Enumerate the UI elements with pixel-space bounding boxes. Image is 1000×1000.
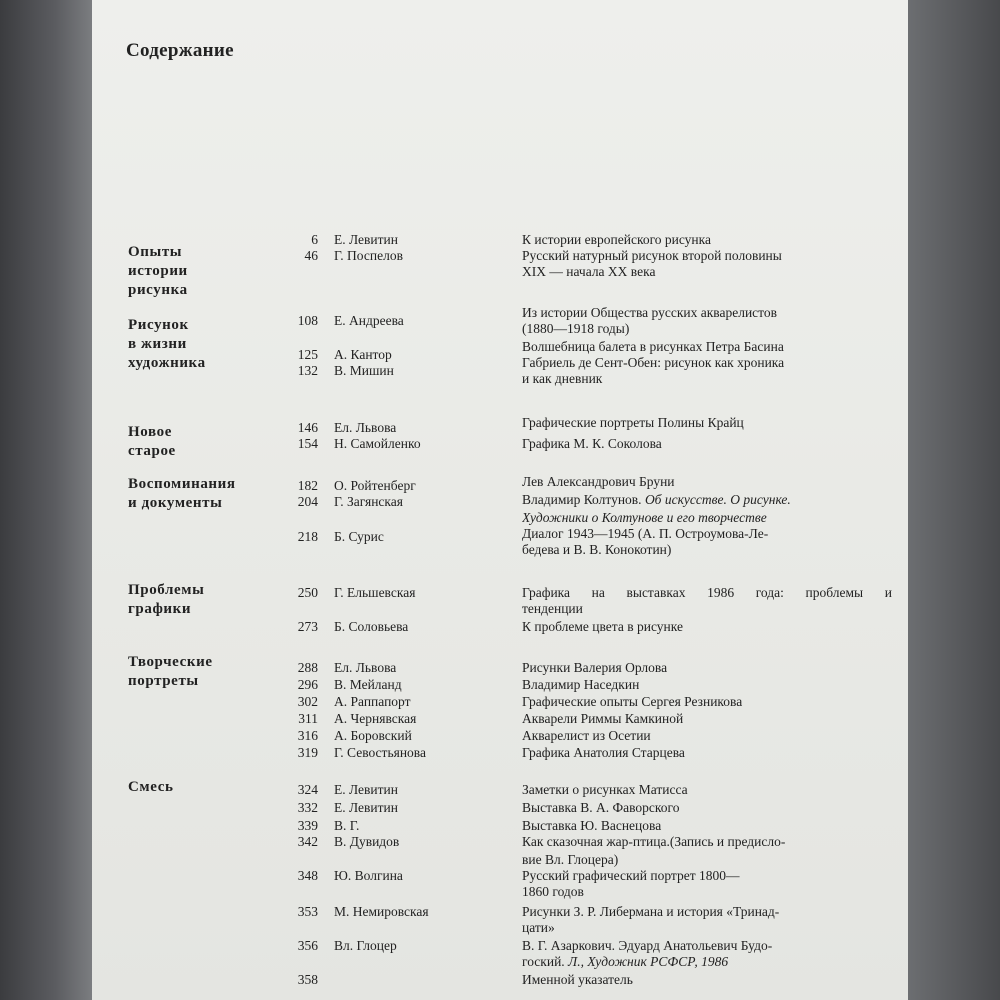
entry-title: [522, 745, 892, 761]
page-number: 132: [297, 363, 318, 378]
page-number: 332: [297, 800, 318, 815]
entry-title-text: гоский.: [522, 954, 569, 969]
page-number: 108: [297, 313, 318, 328]
entry-title-text: Диалог 1943—1945 (А. П. Остроумова-Ле-: [522, 526, 769, 541]
entry-title-text: Габриель де Сент-Обен: рисунок как хроника: [522, 355, 785, 370]
contents-entry: [92, 782, 908, 798]
entry-title-text: Выставка В. А. Фаворского: [522, 800, 680, 815]
page-title: Содержание: [126, 40, 234, 61]
contents-entry: [92, 601, 908, 617]
entry-title: [522, 800, 892, 816]
section-heading: Рисунок в жизни художника: [128, 317, 206, 371]
page-number: 146: [297, 420, 318, 435]
contents-entry: [92, 954, 908, 970]
section-heading: Творческие портреты: [128, 654, 213, 689]
section-heading: Опыты истории рисунка: [128, 244, 188, 298]
entry-title: [522, 510, 892, 526]
author-name: Б. Сурис: [334, 529, 384, 544]
author-name: Г. Севостьянова: [334, 745, 426, 760]
page-number: 6: [311, 232, 318, 247]
author-name: В. Дувидов: [334, 834, 400, 849]
author-name: О. Ройтенберг: [334, 478, 416, 493]
entry-title-italic: Художники о Колтунове и его творчестве: [522, 510, 767, 525]
entry-title-text: К проблеме цвета в рисунке: [522, 619, 683, 634]
contents-entry: [92, 660, 908, 676]
entry-title: [522, 728, 892, 744]
entry-title-text: Волшебница балета в рисунках Петра Басина: [522, 339, 784, 354]
entry-title-text: (1880—1918 годы): [522, 321, 630, 336]
page-number: 273: [297, 619, 318, 634]
entry-title: [522, 232, 892, 248]
entry-title: [522, 585, 892, 601]
entry-title-text: Графика М. К. Соколова: [522, 436, 662, 451]
entry-title: [522, 660, 892, 676]
entry-title-text: Акварелист из Осетии: [522, 728, 651, 743]
contents-entry: [92, 728, 908, 744]
entry-title-text: бедева и В. В. Конокотин): [522, 542, 672, 557]
entry-title: [522, 542, 892, 558]
entry-title-text: Графические портреты Полины Крайц: [522, 415, 744, 430]
entry-title: [522, 938, 892, 954]
entry-title: [522, 321, 892, 337]
entry-title: [522, 677, 892, 693]
entry-title-text: Рисунки З. Р. Либермана и история «Тринад-: [522, 904, 780, 919]
entry-title-text: Графика Анатолия Старцева: [522, 745, 685, 760]
entry-title-text: К истории европейского рисунка: [522, 232, 711, 247]
contents-entry: [92, 800, 908, 816]
page-number: 339: [297, 818, 318, 833]
entry-title-text: XIX — начала XX века: [522, 264, 656, 279]
entry-title: [522, 619, 892, 635]
page-number: 125: [297, 347, 318, 362]
contents-entry: [92, 904, 908, 920]
author-name: Г. Поспелов: [334, 248, 403, 263]
contents-entry: [92, 420, 908, 436]
entry-title: [522, 904, 892, 920]
page-number: 218: [297, 529, 318, 544]
author-name: Ю. Волгина: [334, 868, 403, 883]
author-name: В. Мейланд: [334, 677, 402, 692]
entry-title-text: Выставка Ю. Васнецова: [522, 818, 662, 833]
author-name: Ел. Львова: [334, 420, 397, 435]
author-name: Е. Левитин: [334, 782, 398, 797]
contents-entry: [92, 436, 908, 452]
page-number: 342: [297, 834, 318, 849]
author-name: М. Немировская: [334, 904, 429, 919]
entry-title: [522, 711, 892, 727]
entry-title-text: Акварели Риммы Камкиной: [522, 711, 684, 726]
author-name: В. Мишин: [334, 363, 394, 378]
entry-title-text: Заметки о рисунках Матисса: [522, 782, 688, 797]
book-page: [92, 0, 908, 1000]
author-name: Ел. Львова: [334, 660, 397, 675]
page-number: 182: [297, 478, 318, 493]
entry-title-text: Из истории Общества русских акварелистов: [522, 305, 778, 320]
entry-title: [522, 264, 892, 280]
scan-background-right: [908, 0, 1000, 1000]
contents-entry: [92, 920, 908, 936]
contents-entry: [92, 264, 908, 280]
entry-title: [522, 954, 892, 970]
contents-entry: [92, 972, 908, 988]
entry-title: [522, 782, 892, 798]
page-number: 154: [297, 436, 318, 451]
contents-entry: [92, 852, 908, 868]
page-number: 348: [297, 868, 318, 883]
contents-entry: [92, 677, 908, 693]
page-number: 324: [297, 782, 318, 797]
page-number: 311: [298, 711, 318, 726]
entry-title-text: тенденции: [522, 601, 583, 616]
entry-title: [522, 834, 892, 850]
entry-title-text: Русский натурный рисунок второй половины: [522, 248, 782, 263]
author-name: Г. Загянская: [334, 494, 403, 509]
contents-entry: [92, 248, 908, 264]
author-name: Вл. Глоцер: [334, 938, 397, 953]
contents-entry: [92, 321, 908, 337]
entry-title-italic: Об искусстве. О рисунке.: [644, 492, 791, 507]
entry-title: [522, 436, 892, 452]
author-name: Е. Левитин: [334, 800, 398, 815]
entry-title: [522, 868, 892, 884]
entry-title-text: Русский графический портрет 1800—: [522, 868, 740, 883]
entry-title-text: Как сказочная жар-птица.(Запись и предисло-: [522, 834, 786, 849]
contents-entry: [92, 834, 908, 850]
entry-title-text: 1860 годов: [522, 884, 584, 899]
page-number: 250: [297, 585, 318, 600]
contents-entry: [92, 938, 908, 954]
author-name: А. Раппапорт: [334, 694, 411, 709]
contents-entry: [92, 232, 908, 248]
entry-title-text: и как дневник: [522, 371, 603, 386]
page-number: 353: [297, 904, 318, 919]
entry-title: [522, 884, 892, 900]
author-name: Б. Соловьева: [334, 619, 409, 634]
contents-entry: [92, 494, 908, 510]
author-name: А. Боровский: [334, 728, 412, 743]
page-number: 319: [297, 745, 318, 760]
section-heading: Воспоминания и документы: [128, 476, 236, 511]
page-number: 356: [297, 938, 318, 953]
entry-title: [522, 972, 892, 988]
contents-entry: [92, 711, 908, 727]
scan-background-left: [0, 0, 92, 1000]
contents-entry: [92, 585, 908, 601]
entry-title: [522, 852, 892, 868]
author-name: А. Кантор: [334, 347, 392, 362]
contents-entry: [92, 818, 908, 834]
entry-title-text: Владимир Колтунов.: [522, 492, 645, 507]
page-number: 288: [297, 660, 318, 675]
contents-entry: [92, 619, 908, 635]
author-name: В. Г.: [334, 818, 360, 833]
page-number: 204: [297, 494, 318, 509]
author-name: Е. Андреева: [334, 313, 404, 328]
page-number: 316: [297, 728, 318, 743]
section-heading: Проблемы графики: [128, 582, 205, 617]
entry-title: [522, 818, 892, 834]
author-name: Е. Левитин: [334, 232, 398, 247]
page-number: 296: [297, 677, 318, 692]
section-heading: Смесь: [128, 779, 174, 795]
entry-title-text: цати»: [522, 920, 555, 935]
author-name: Г. Ельшевская: [334, 585, 416, 600]
entry-title-text: Графические опыты Сергея Резникова: [522, 694, 743, 709]
section-heading: Новое старое: [128, 424, 176, 459]
entry-title: [522, 248, 892, 264]
contents-entry: [92, 884, 908, 900]
entry-title: [522, 694, 892, 710]
contents-entry: [92, 868, 908, 884]
page-number: 46: [304, 248, 318, 263]
contents-entry: [92, 694, 908, 710]
entry-title-text: Именной указатель: [522, 972, 633, 987]
contents-entry: [92, 542, 908, 558]
entry-title-text: В. Г. Азаркович. Эдуард Анатольевич Будо-: [522, 938, 773, 953]
entry-title-text: Рисунки Валерия Орлова: [522, 660, 668, 675]
entry-title-text: Лев Александрович Бруни: [522, 474, 675, 489]
entry-title-text: вие Вл. Глоцера): [522, 852, 619, 867]
page-number: 302: [297, 694, 318, 709]
entry-title: [522, 920, 892, 936]
entry-title: [522, 601, 892, 617]
entry-title-text: Владимир Наседкин: [522, 677, 640, 692]
contents-entry: [92, 371, 908, 387]
contents-entry: [92, 510, 908, 526]
contents-entry: [92, 745, 908, 761]
entry-title-text: Графика на выставках 1986 года: проблемы и: [522, 585, 892, 600]
page-number: 358: [297, 972, 318, 987]
entry-title: [522, 371, 892, 387]
author-name: А. Чернявская: [334, 711, 417, 726]
entry-title-italic: Л., Художник РСФСР, 1986: [568, 954, 729, 969]
author-name: Н. Самойленко: [334, 436, 421, 451]
